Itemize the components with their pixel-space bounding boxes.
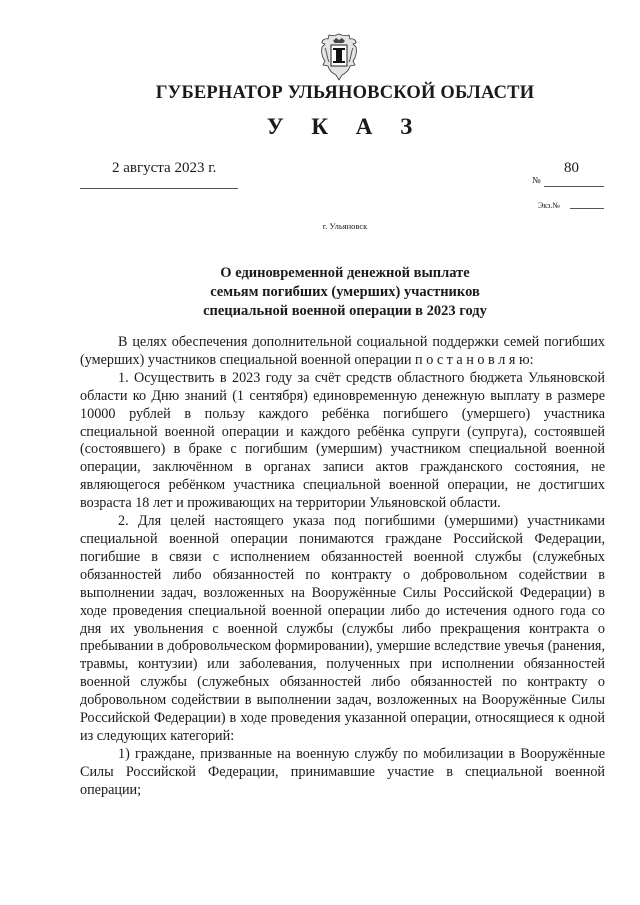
preamble-paragraph: В целях обеспечения дополнительной социальной поддержки семей погибших (умерших) участников специальной военной операции п о с т а н о в л я ю: <box>80 334 605 368</box>
document-number: 80 <box>564 160 579 176</box>
document-type: У К А З <box>266 114 424 139</box>
authority-title: ГУБЕРНАТОР УЛЬЯНОВСКОЙ ОБЛАСТИ <box>155 83 535 103</box>
date-underline <box>80 188 238 189</box>
copy-number-underline <box>570 208 604 209</box>
decree-body <box>80 334 605 800</box>
number-underline <box>544 186 604 187</box>
coat-of-arms-icon <box>316 32 362 82</box>
subject-line: О единовременной денежной выплате <box>220 265 470 281</box>
number-label: № <box>532 175 541 185</box>
subject-line: специальной военной операции в 2023 году <box>203 303 487 319</box>
city-label: г. Ульяновск <box>322 221 368 231</box>
copy-number-label: Экз.№ <box>538 201 560 210</box>
document-date: 2 августа 2023 г. <box>112 160 217 176</box>
category-1-paragraph: 1) граждане, призванные на военную службу по мобилизации в Вооружённые Силы Российской Федерации, принимавшие участие в специальной военной операции; <box>80 745 605 798</box>
clause-1-paragraph: 1. Осуществить в 2023 году за счёт средств областного бюджета Ульяновской области ко Дню знаний (1 сентября) единовременную денежную выплату в размере 10000 рублей в пользу каждого ребёнка погибшего (умершего) участника специальной военной операции и каждого ребёнка супруги (супруга), состоявшей (состоявшего) в браке с погибшим (умершим) участником специальной военной операции, заключённом в органах записи актов гражданского состояния, не являющегося ребёнком участника специальной военной операции, не достигших возраста 18 лет и проживающих на территории Ульяновской области. <box>80 369 605 512</box>
subject-line: семьям погибших (умерших) участников <box>210 284 480 300</box>
clause-2-paragraph: 2. Для целей настоящего указа под погибшими (умершими) участниками специальной военной операции понимаются граждане Российской Федерации, погибшие в связи с исполнением обязанностей военной службы (служебных обязанностей либо обязанностей по контракту о добровольном содействии в выполнении задач, возложенных на Вооружённые Силы Российской Федерации) в ходе проведения специальной военной операции либо до истечения одного года со дня их увольнения с военной службы (службы либо прекращения контракта о пребывании в добровольческом формировании), умершие вследствие увечья (ранения, травмы, контузии) или заболевания, полученных при исполнении обязанностей военной службы (служебных обязанностей либо обязанностей по контракту о добровольном содействии в выполнении задач, возложенных на Вооружённые Силы Российской Федерации) в ходе проведения указанной операции, относящиеся к одной из следующих категорий: <box>80 513 605 744</box>
decree-subject <box>0 264 640 321</box>
